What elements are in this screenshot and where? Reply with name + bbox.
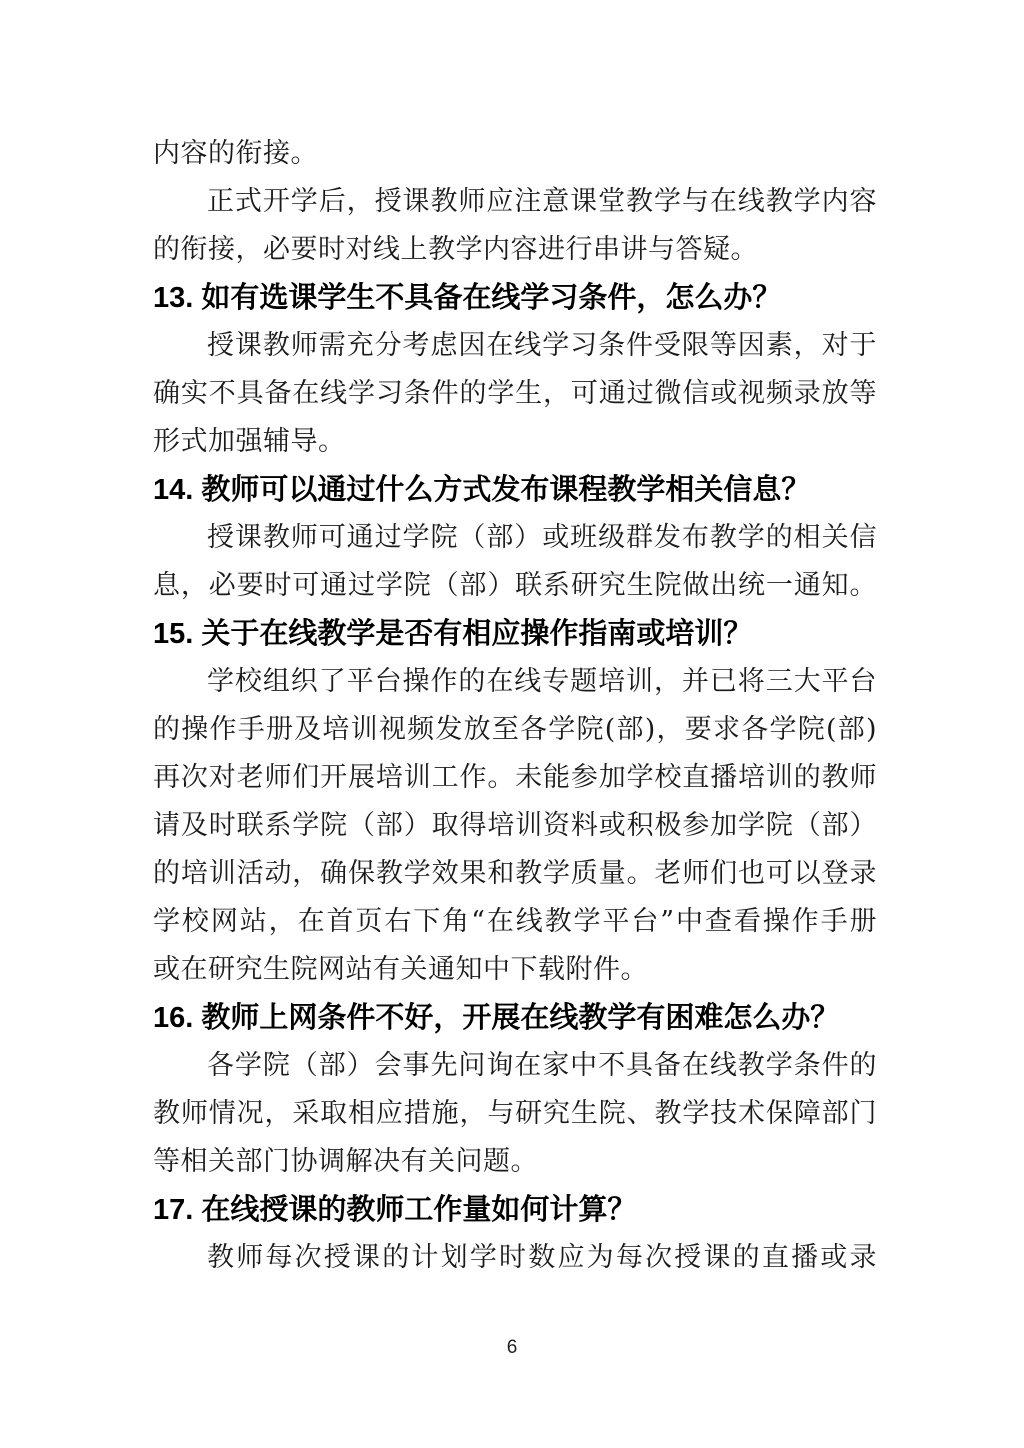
- paragraph-line: 形式加强辅导。: [153, 426, 346, 457]
- paragraph-line: 授课教师可通过学院（部）或班级群发布教学的相关信: [207, 522, 877, 553]
- question-heading-16: 16. 教师上网条件不好，开展在线教学有困难怎么办？: [153, 1002, 840, 1034]
- paragraph-line: 正式开学后，授课教师应注意课堂教学与在线教学内容: [207, 186, 877, 217]
- paragraph-line: 再次对老师们开展培训工作。未能参加学校直播培训的教师: [153, 762, 877, 793]
- question-heading-17: 17. 在线授课的教师工作量如何计算？: [153, 1194, 637, 1226]
- paragraph-line: 确实不具备在线学习条件的学生，可通过微信或视频录放等: [153, 378, 877, 409]
- paragraph-line: 请及时联系学院（部）取得培训资料或积极参加学院（部）: [153, 810, 877, 841]
- paragraph-line: 教师每次授课的计划学时数应为每次授课的直播或录: [207, 1242, 877, 1273]
- paragraph-line: 授课教师需充分考虑因在线学习条件受限等因素，对于: [207, 330, 877, 361]
- question-heading-13: 13. 如有选课学生不具备在线学习条件，怎么办？: [153, 282, 782, 314]
- page-footer: [0, 1334, 1024, 1362]
- paragraph-line: 的操作手册及培训视频发放至各学院(部)，要求各学院(部): [153, 714, 877, 745]
- paragraph-line: 息，必要时可通过学院（部）联系研究生院做出统一通知。: [153, 570, 877, 601]
- paragraph-line: 等相关部门协调解决有关问题。: [153, 1146, 538, 1177]
- paragraph-line: 内容的衔接。: [153, 138, 318, 169]
- question-heading-15: 15. 关于在线教学是否有相应操作指南或培训？: [153, 618, 753, 650]
- paragraph-line: 教师情况，采取相应措施，与研究生院、教学技术保障部门: [153, 1098, 877, 1129]
- question-heading-14: 14. 教师可以通过什么方式发布课程教学相关信息？: [153, 474, 811, 506]
- paragraph-line: 学校网站，在首页右下角“在线教学平台”中查看操作手册: [153, 906, 877, 937]
- paragraph-line: 的培训活动，确保教学效果和教学质量。老师们也可以登录: [153, 858, 877, 889]
- paragraph-line: 各学院（部）会事先问询在家中不具备在线教学条件的: [207, 1050, 877, 1081]
- paragraph-line: 学校组织了平台操作的在线专题培训，并已将三大平台: [207, 666, 877, 697]
- page-content: [153, 130, 877, 1282]
- paragraph-line: 的衔接，必要时对线上教学内容进行串讲与答疑。: [153, 234, 758, 265]
- page-number: 6: [506, 1337, 518, 1358]
- paragraph-line: 或在研究生院网站有关通知中下载附件。: [153, 954, 648, 985]
